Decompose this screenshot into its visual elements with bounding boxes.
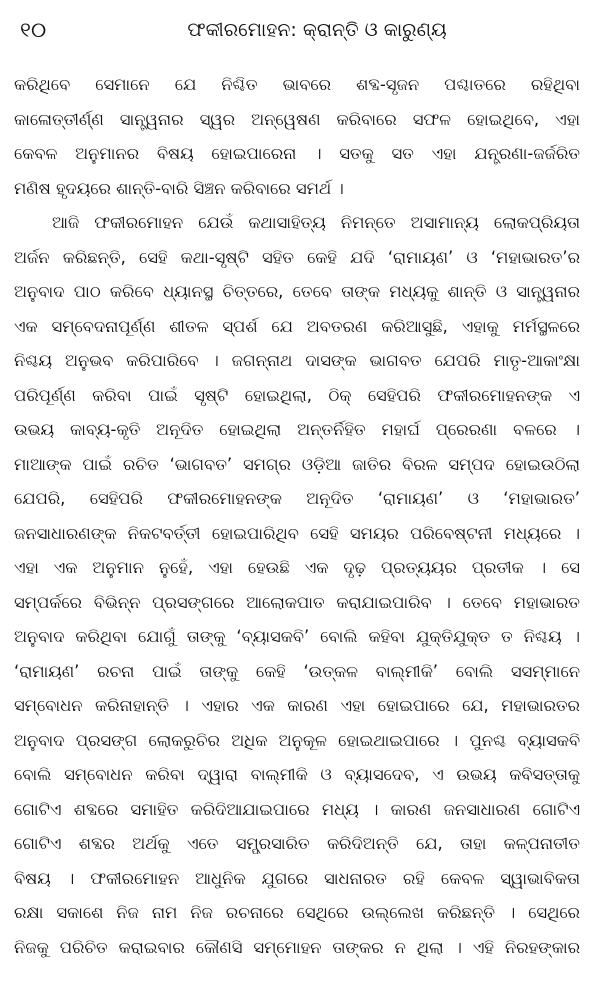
text-line: ନିଶ୍ଚୟ ଅନୁଭବ କରିପାରିବେ । ଜଗନ୍ନାଥ ଦାସଙ୍କ ଭାଗବତ ଯେପରି ମାତୃ-ଆକାଂକ୍ଷା <box>14 351 580 370</box>
text-line: କରିଥିବେ ସେମାନେ ଯେ ନିଶ୍ଚିତ ଭାବରେ ଶବ୍ଦ-ସୃଜନ ପଶ୍ଚାତରେ ରହିଥିବା <box>14 75 580 94</box>
text-line: ‘ରାମାୟଣ’ ରଚନା ପାଇଁ ତାଙ୍କୁ କେହି ‘ଉତ୍କଳ ବାଲ୍ମୀକି’ ବୋଲି ସସମ୍ମାନେ <box>14 661 580 681</box>
text-line: ଅନୁବାଦ କରିଥିବା ଯୋଗୁଁ ତାଙ୍କୁ ‘ବ୍ୟାସକବି’ ବୋଲି କହିବା ଯୁକ୍ତିଯୁକ୍ତ ତ ନିଶ୍ଚୟ । <box>14 627 580 646</box>
page-number: ୧୦ <box>20 18 47 42</box>
text-line: କାଳୋତ୍ତୀର୍ଣ୍ଣ ସାନ୍ତ୍ୱନାର ସ୍ୱର ଅନ୍ୱେଷଣ କରିବାରେ ସଫଳ ହୋଇଥିବେ, ଏହା <box>14 109 580 129</box>
text-line: ସମ୍ବୋଧନ କରିନାହାନ୍ତି । ଏହାର ଏକ କାରଣ ଏହା ହୋଇପାରେ ଯେ, ମହାଭାରତର <box>14 696 580 715</box>
text-line: ଅନୁବାଦ ପାଠ କରିବେ ଧ୍ୟାନସ୍ଥ ଚିତ୍ତରେ, ତେବେ ତାଙ୍କ ମଧ୍ୟକୁ ଶାନ୍ତି ଓ ସାନ୍ତ୍ୱନାର <box>14 282 580 301</box>
text-line: ଜନସାଧାରଣଙ୍କ ନିକଟବର୍ତ୍ତୀ ହୋଇପାରିଥିବ ସେହି ସମୟର ପରିବେଷ୍ଟନୀ ମଧ୍ୟରେ । <box>14 523 580 543</box>
page-header <box>14 14 580 50</box>
text-line: ଗୋଟିଏ ଶବ୍ଦରେ ସମାହିତ କରିଦିଆଯାଇପାରେ ମଧ୍ୟ । କାରଣ ଜନସାଧାରଣ ଗୋଟିଏ <box>14 799 580 819</box>
text-line: ସମ୍ପର୍କରେ ବିଭିନ୍ନ ପ୍ରସଙ୍ଗରେ ଆଲୋକପାତ କରାଯାଇପାରିବ । ତେବେ ମହାଭାରତ <box>14 592 580 612</box>
text-line: କେବଳ ଅନୁମାନର ବିଷୟ ହୋଇପାରେନା । ସତକୁ ସତ ଏହା ଯନ୍ତ୍ରଣା-ଜର୍ଜରିତ <box>14 144 580 163</box>
body-text <box>14 68 580 965</box>
text-line: ମଣିଷ ହୃଦୟରେ ଶାନ୍ତି-ବାରି ସିଞ୍ଚନ କରିବାରେ ସମର୍ଥ । <box>14 178 344 198</box>
text-line: ଏକ ସମ୍ବେଦନାପୂର୍ଣ୍ଣ ଶୀତଳ ସ୍ପର୍ଶ ଯେ ଅବତରଣ କରିଆସୁଛି, ଏହାକୁ ମର୍ମସ୍ଥଳରେ <box>14 316 580 336</box>
text-line: ବୋଲି ସମ୍ବୋଧନ କରିବା ଦ୍ୱାରା ବାଲ୍ମୀକି ଓ ବ୍ୟାସଦେବ, ଏ ଉଭୟ କବିସତ୍ତାକୁ <box>14 765 580 784</box>
text-line: ରକ୍ଷା ସକାଶେ ନିଜ ନାମ ନିଜ ରଚନାରେ ସେଥିରେ ଉଲ୍ଲେଖ କରିଛନ୍ତି । ସେଥିରେ <box>14 903 580 922</box>
text-line: ପରିପୂର୍ଣ୍ଣ କରିବା ପାଇଁ ସୃଷ୍ଟି ହୋଇଥିଲା, ଠିକ୍ ସେହିପରି ଫକୀରମୋହନଙ୍କ ଏ <box>14 385 580 405</box>
text-line: ବିଷୟ । ଫକୀରମୋହନ ଆଧୁନିକ ଯୁଗରେ ସାଧନାରତ ରହି କେବଳ ସ୍ୱାଭାବିକତା <box>14 868 580 888</box>
text-line: ଅର୍ଜନ କରିଛନ୍ତି, ସେହି କଥା-ସୃଷ୍ଟି ସହିତ କେହି ଯଦି ‘ରାମାୟଣ’ ଓ ‘ମହାଭାରତ’ର <box>14 247 580 267</box>
text-line: ଆଜି ଫକୀରମୋହନ ଯେଉଁ କଥାସାହିତ୍ୟ ନିମନ୍ତେ ଅସାମାନ୍ୟ ଲୋକପ୍ରିୟତା <box>52 213 580 232</box>
text-line: ଅନୁବାଦ ପ୍ରସଙ୍ଗ ଲୋକରୁଚିର ଅଧିକ ଅନୁକୂଳ ହୋଇଥାଇପାରେ । ପୁନଶ୍ଚ ବ୍ୟାସକବି <box>14 730 580 750</box>
text-line: ଯେପରି, ସେହିପରି ଫକୀରମୋହନଙ୍କ ଅନୂଦିତ ‘ରାମାୟଣ’ ଓ ‘ମହାଭାରତ’ <box>14 489 580 508</box>
text-line: ଏହା ଏକ ଅନୁମାନ ନୁହେଁ, ଏହା ହେଉଛି ଏକ ଦୃଢ଼ ପ୍ରତ୍ୟୟର ପ୍ରତୀକ । ସେ <box>14 558 580 577</box>
running-title: ଫକୀରମୋହନ: କ୍ରାନ୍ତି ଓ କାରୁଣ୍ୟ <box>187 19 447 41</box>
text-line: ଗୋଟିଏ ଶବ୍ଦର ଅର୍ଥକୁ ଏତେ ସମ୍ପ୍ରସାରିତ କରିଦିଅନ୍ତି ଯେ, ତାହା କଳ୍ପନାତୀତ <box>14 834 580 853</box>
text-line: ଉଭୟ କାବ୍ୟ-କୃତି ଅନୂଦିତ ହୋଇଥିଲା ଅନ୍ତର୍ନିହିତ ମହାର୍ଘ ପ୍ରେରଣା ବଳରେ । <box>14 420 580 439</box>
text-line: ନିଜକୁ ପରିଚିତ କରାଇବାର କୌଣସି ସମ୍ମୋହନ ତାଙ୍କର ନ ଥିଲା । ଏହି ନିରହଙ୍କାର <box>14 937 580 957</box>
text-line: ମାଆଙ୍କ ପାଇଁ ରଚିତ ‘ଭାଗବତ’ ସମଗ୍ର ଓଡ଼ିଆ ଜାତିର ବିରଳ ସମ୍ପଦ ହୋଇଉଠିଲା <box>14 454 580 474</box>
